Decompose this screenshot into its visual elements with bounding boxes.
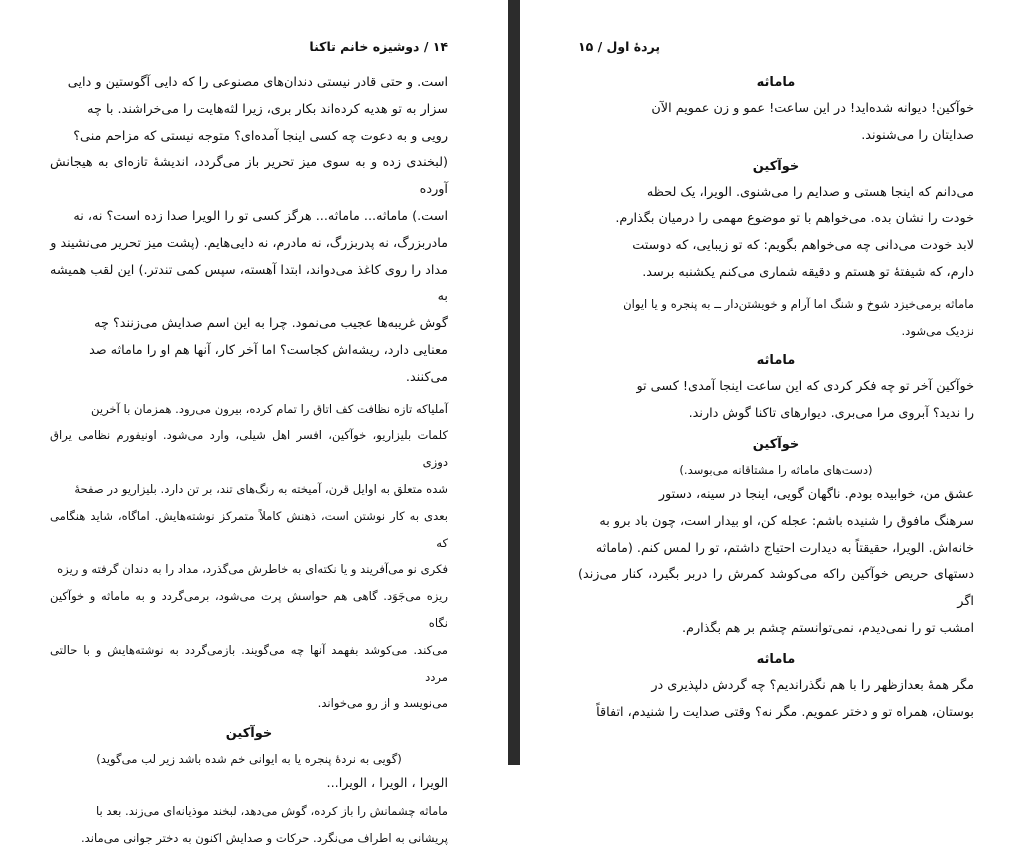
left-stage-direction-1: (گویی به نردهٔ پنجره یا به ایوانی خم شده باشد زیر لب می‌گوید) [96, 752, 402, 767]
left-paragraph-1: است. و حتی قادر نیستی دندان‌های مصنوعی را که دایی آگوستین و دایی سزار به تو هدیه کرده‌اند بکار بری، زیرا لثه‌هایت را می‌خراشند. با چه رویی و به دعوت چه کسی اینجا آمده‌ای؟ متوجه نیستی که مزاحم منی؟ (لبخندی زده و به سوی میز تحریر باز می‌گردد، اندیشهٔ تازه‌ای به هیجانش آورده است.) ماماثه... ماماثه... هرگز کسی تو را الویرا صدا زده است؟ نه، نه مادربزرگ، نه پدربزرگ، نه مادرم، نه دایی‌هایم. (پشت میز تحریر می‌نشیند و مداد را روی کاغذ می‌دواند، ابتدا آهسته، سپس کمی تندتر.) این لقب همیشه به گوش غریبه‌ها عجیب می‌نمود. چرا به این اسم صدایش می‌زنند؟ چه معنایی دارد، ریشه‌اش کجاست؟ اما آخر کار، آنها هم او را ماماثه صد می‌کنند. [50, 75, 448, 385]
right-paragraph-4: عشق من، خوابیده بودم. ناگهان گویی، اینجا در سینه، دستور سرهنگ مافوق را شنیده باشم: عجله کن، او بیدار است، چون باد برو به خانه‌اش. الویرا، حقیقتاً به دیدارت احتیاج داشتم، تو را لمس کنم. (ماماثه دستهای حریص خوآکین راکه می‌کوشد کمرش را دربر بگیرد، کنار می‌زند) اگر امشب تو را نمی‌دیدم، نمی‌توانستم چشم بر هم بگذارم. [578, 486, 974, 636]
right-speaker-mamae-1: ماماثه [756, 75, 796, 90]
right-speaker-mamae-2: ماماثه [756, 353, 796, 369]
left-dialog-line-1: الویرا ، الویرا ، الویرا... [326, 776, 448, 792]
right-page-header: پردهٔ اول / ۱۵ [578, 39, 661, 54]
left-stage-direction-paragraph: آملیاکه تازه نظافت کف اتاق را تمام کرده، بیرون می‌رود. همزمان با آخرین کلمات بلیزاریو، خوآکین، افسر اهل شیلی، وارد می‌شود. اونیفورم نظامی یراق دوزی شده متعلق به اوایل قرن، آمیخته به رنگ‌های تند، بر تن دارد. بلیزاریو در صفحهٔ بعدی به کار نوشتن است، ذهنش کاملاً متمرکز نوشته‌هایش. اماگاه، شاید هنگامی که فکری نو می‌آفریند و یا نکته‌ای به خاطرش می‌گذرد، مداد را به دندان گرفته و ریزه ریزه می‌جَوَد. گاهی هم حواسش پرت می‌شود، برمی‌گردد و به ماماثه و خوآکین نگاه می‌کند. می‌کوشد بفهمد آنها چه می‌گویند. بازمی‌گردد به نوشته‌هایش و با حالتی مردد می‌نویسد و از رو می‌خواند. [50, 401, 448, 711]
right-speaker-joaquin-2: خوآکین [752, 436, 800, 452]
book-gutter [508, 0, 520, 765]
right-stage-direction-2: (دست‌های ماماثه را مشتاقانه می‌بوسد.) [679, 462, 873, 477]
right-page [520, 0, 1024, 765]
left-page [0, 0, 508, 845]
left-page-header: ۱۴ / دوشیزه خانم تاکنا [309, 39, 448, 54]
right-paragraph-5: مگر همهٔ بعدازظهر را با هم نگذراندیم؟ چه گردش دلپذیری در بوستان، همراه تو و دختر عمویم. مگر نه؟ وقتی صدایت را شنیدم، اتفاقاً [596, 677, 974, 720]
right-paragraph-1: خوآکین! دیوانه شده‌اید! در این ساعت! عمو و زن عمویم الآن صدایتان را می‌شنوند. [651, 101, 974, 143]
right-speaker-joaquin-1: خوآکین [752, 158, 800, 174]
left-speaker-joaquin: خوآکین [225, 726, 273, 742]
right-speaker-mamae-3: ماماثه [756, 651, 796, 667]
left-stage-direction-paragraph-2: ماماثه چشمانش را باز کرده، گوش می‌دهد، لبخند موذیانه‌ای می‌زند. بعد با پریشانی به اطراف می‌نگرد. حرکات و صدایش اکنون به دختر جوانی می‌ماند. [80, 803, 448, 845]
right-stage-direction-1: ماماثه برمی‌خیزد شوخ و شنگ اما آرام و خویشتن‌دار ــ به پنجره و یا ایوان نزدیک می‌شود. [623, 296, 974, 338]
right-paragraph-3: خوآکین آخر تو چه فکر کردی که این ساعت اینجا آمدی! کسی تو را ندید؟ آبروی مرا می‌بری. دیوارهای تاکنا گوش دارند. [636, 379, 974, 422]
right-paragraph-2: می‌دانم که اینجا هستی و صدایم را می‌شنوی. الویرا، یک لحظه خودت را نشان بده. می‌خواهم با تو موضوع مهمی را درمیان بگذارم. لابد خودت می‌دانی چه می‌خواهم بگویم: که تو زیبایی، که دوستت دارم، که شیفتهٔ تو هستم و دقیقه شماری می‌کنم یکشنبه برسد. [615, 184, 974, 280]
